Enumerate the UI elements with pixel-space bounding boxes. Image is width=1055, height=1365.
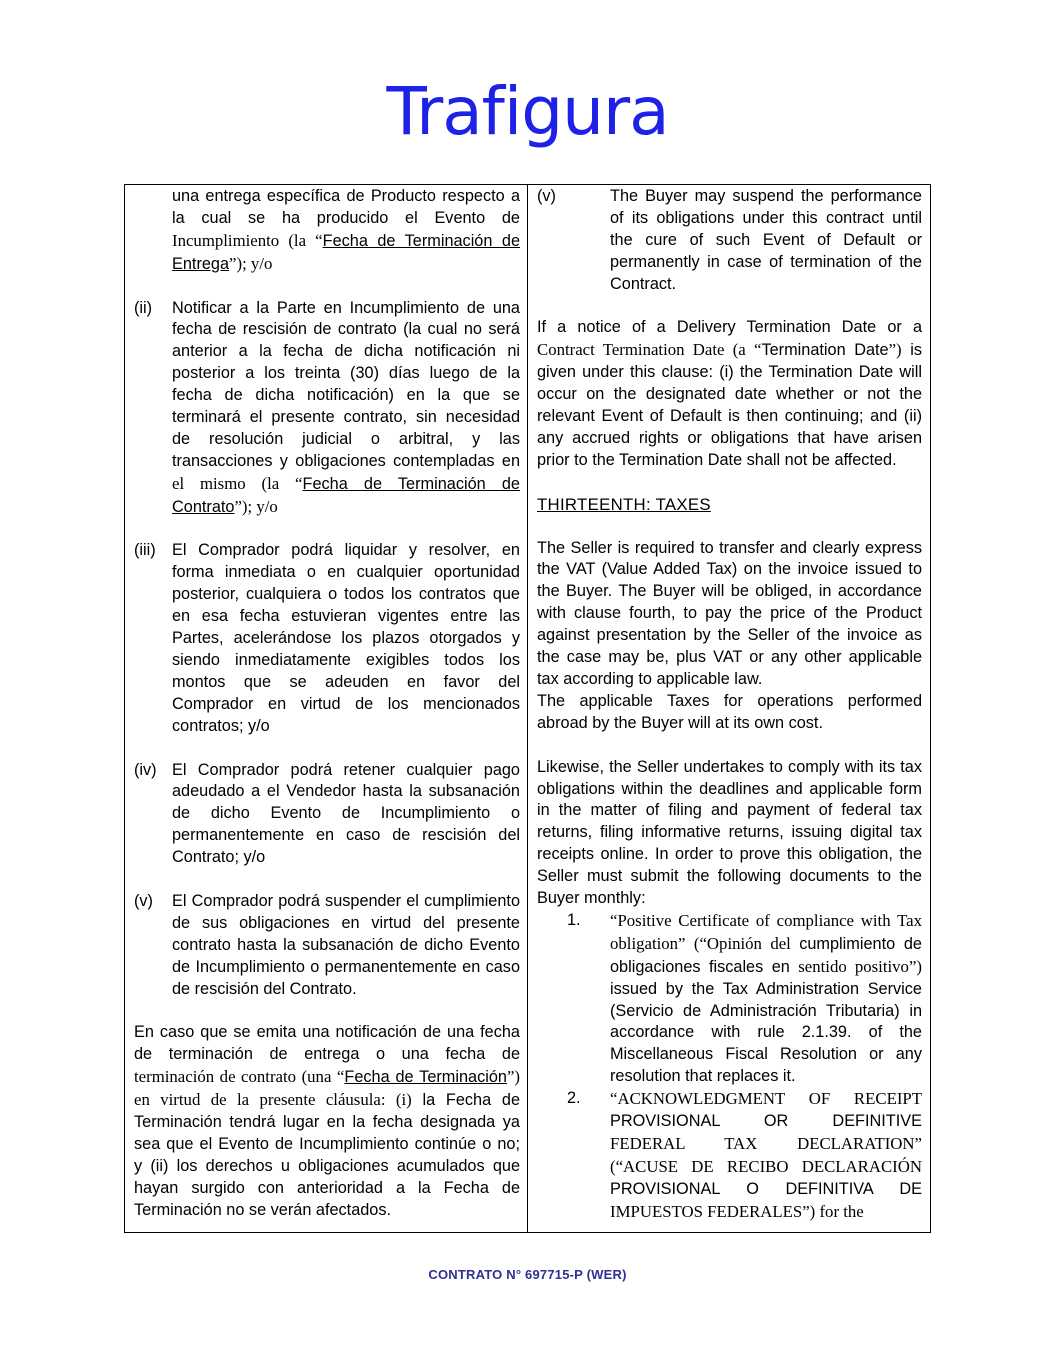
clause-serif-text: el mismo (la “: [172, 473, 303, 493]
clause-item-iv: [134, 760, 520, 870]
list-serif-text: sentido positivo”): [798, 956, 922, 976]
intro-suffix: ”); y/o: [229, 253, 273, 273]
list-text: PROVISIONAL O DEFINITIVA DE: [610, 1179, 922, 1198]
contract-number-footer: CONTRATO N° 697715-P (WER): [428, 1267, 627, 1282]
paragraph-text: If a notice of a Delivery Termination Date or a: [537, 318, 922, 337]
clause-text: El Comprador podrá liquidar y resolver, en forma inmediata o en cualquier oportunidad posterior, cualquiera o todos los contratos que en esa fecha estuvieran vigentes entre las Partes, acelerándose los plazos otorgados y siendo inmediatamente exigibles todos los montos que se adeuden en favor del Comprador en virtud de los mencionados contratos; y/o: [172, 541, 520, 735]
defined-term-contract-termination: Fecha de Terminación de Contrato: [172, 474, 520, 516]
list-item: [537, 1088, 922, 1223]
section-heading-taxes: THIRTEENTH: TAXES: [537, 494, 711, 514]
paragraph-serif-text: ”): [888, 340, 902, 360]
clause-text: Notificar a la Parte en Incumplimiento de una fecha de rescisión de contrato (la cual no será anterior a la fecha de dicha notificación ni posterior a los treinta (30) días luego de la fecha de dicha notificación) en la que se terminará el presente contrato, sin necesidad de resolución judicial o arbitral, y las transacciones y obligaciones contempladas en: [172, 298, 520, 470]
paragraph-serif-text: Contract Termination Date (a “: [537, 340, 762, 360]
clause-item-v-en: [537, 186, 922, 296]
list-text: PROVISIONAL OR DEFINITIVE: [610, 1112, 922, 1131]
list-text: cumplimiento de obligaciones fiscales en: [610, 934, 922, 976]
intro-continuation: [134, 186, 520, 276]
taxes-paragraph-3: Likewise, the Seller undertakes to comply with its tax obligations within the deadlines and applicable form in the matter of filing and payment of federal tax returns, filing informative returns, issuing digital tax receipts online. In order to prove this obligation, the Seller must submit the following documents to the Buyer monthly:: [537, 757, 922, 908]
taxes-paragraph-1: The Seller is required to transfer and clearly express the VAT (Value Added Tax) on the invoice issued to the Buyer. The Buyer will be obliged, in accordance with clause fourth, to pay the price of the Product against presentation by the Seller of the invoice as the case may be, plus VAT or any other applicable tax according to applicable law.: [537, 538, 922, 688]
list-marker: 2.: [567, 1089, 581, 1108]
list-serif-text: FEDERAL TAX DECLARATION” (“ACUSE DE RECIBO DECLARACIÓN: [610, 1134, 922, 1176]
clause-text: The Buyer may suspend the performance of its obligations under this contract until the cure of such Event of Default or permanently in case of termination of the Contract.: [610, 187, 922, 293]
clause-text: El Comprador podrá suspender el cumplimiento de sus obligaciones en virtud del presente contrato hasta la subsanación de dicho Evento de Incumplimiento o permanentemente en caso de rescisión del Contrato.: [172, 891, 520, 998]
clause-marker: (v): [537, 187, 556, 205]
clause-item-ii: [134, 298, 520, 519]
closing-serif-text: ”) en virtud de la presente cláusula: (i): [134, 1067, 520, 1110]
taxes-paragraph-2: The applicable Taxes for operations performed abroad by the Buyer will at its own cost.: [537, 691, 922, 732]
clause-item-iii: [134, 540, 520, 737]
intro-text: una entrega específica de Producto respecto a la cual se ha producido el Evento de: [172, 187, 520, 227]
list-serif-text: “ACKNOWLEDGMENT OF RECEIPT: [610, 1089, 922, 1109]
closing-text: la Fecha de Terminación tendrá lugar en la fecha designada ya sea que el Evento de Incumplimiento continúe o no; y (ii) los derechos u obligaciones acumulados que hayan surgido con anterioridad a la Fecha de Terminación no se verán afectados.: [134, 1091, 520, 1219]
clause-marker: (ii): [134, 298, 153, 317]
closing-text: En caso que se emita una notificación de una fecha de terminación de entrega o una fecha de: [134, 1023, 520, 1064]
termination-date-paragraph: [537, 317, 922, 471]
defined-term-termination-date: Fecha de Terminación: [344, 1068, 507, 1087]
required-documents-list: [537, 910, 922, 1224]
list-serif-text: “Positive Certificate of compliance with Tax obligation” (“Opinión del: [610, 910, 922, 953]
clause-marker: (iv): [134, 760, 157, 779]
termination-closing-paragraph: [134, 1022, 520, 1221]
clause-marker: (iii): [134, 541, 156, 560]
closing-serif-text: terminación de contrato (una “: [134, 1067, 345, 1087]
clause-suffix: ”); y/o: [234, 496, 278, 516]
paragraph-text: is given under this clause: (i) the Termination Date will occur on the designated date whether or not the relevant Event of Default is then continuing; and (ii) any accrued rights or obligations that have arisen prior to the Termination Date shall not be affected.: [537, 341, 922, 469]
bilingual-clause-table: [124, 184, 931, 1233]
list-item: [537, 910, 922, 1088]
clause-item-v: [134, 891, 520, 1001]
defined-term-delivery-termination: Fecha de Terminación de Entrega: [172, 231, 520, 273]
list-marker: 1.: [567, 910, 581, 929]
spanish-column: [134, 185, 520, 1232]
english-column: [537, 185, 922, 1232]
intro-serif-text: Incumplimiento (la “: [172, 230, 323, 250]
list-text: issued by the Tax Administration Service (Servicio de Administración Tributaria) in accordance with rule 2.1.39. of the Miscellaneous Fiscal Resolution or any resolution that replaces it.: [610, 979, 922, 1086]
clause-marker: (v): [134, 891, 153, 910]
list-serif-text: IMPUESTOS FEDERALES”) for the: [610, 1201, 864, 1221]
trafigura-logo: Trafigura: [386, 73, 669, 150]
clause-text: El Comprador podrá retener cualquier pago adeudado a el Vendedor hasta la subsanación de dicho Evento de Incumplimiento o permanentemente en caso de rescisión del Contrato; y/o: [172, 760, 520, 867]
defined-term-termination-date-en: Termination Date: [761, 341, 889, 360]
column-divider: [527, 185, 528, 1232]
